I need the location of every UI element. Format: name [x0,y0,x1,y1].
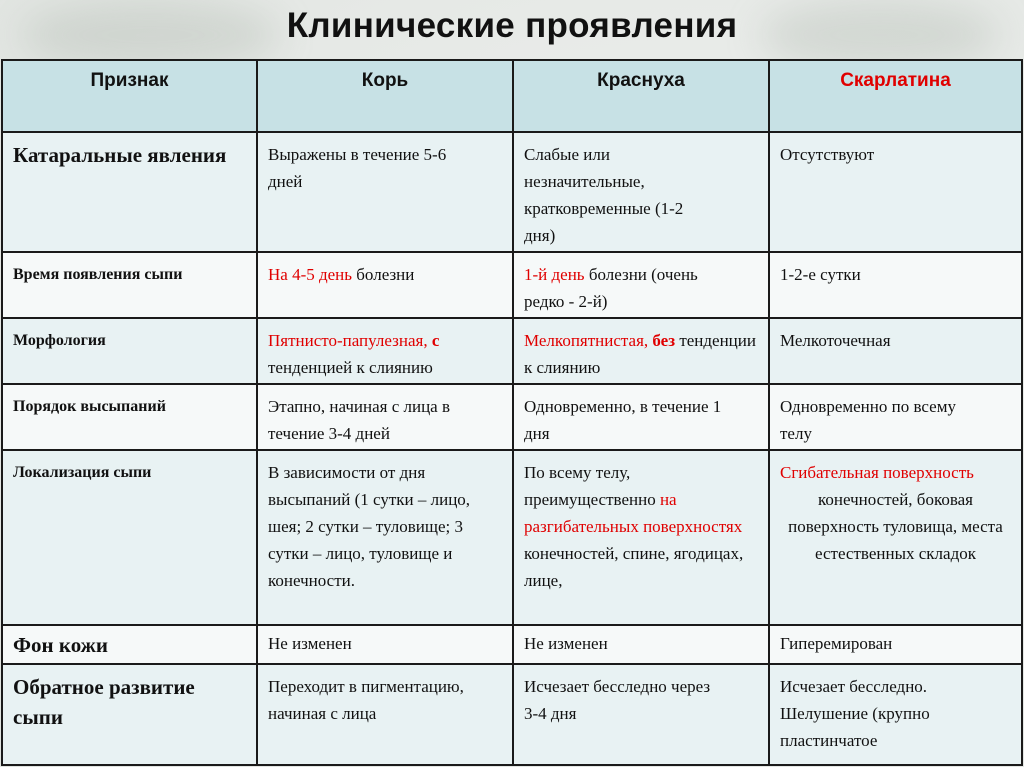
measles-cell: Не изменен [268,634,352,653]
measles-cell: В зависимости от дня высыпаний (1 сутки – лицо, шея; 2 сутки – туловище; 3 сутки – лицо, туловище и конечности. [268,463,471,590]
scarlet-cell [770,451,1021,569]
scarlet-cell: Исчезает бесследно. Шелушение (крупно пластинчатое [780,677,930,750]
header-rubella: Краснуха [513,60,769,132]
table-row [2,450,1022,625]
header-measles: Корь [257,60,513,132]
highlight-bold-text: с [431,331,440,350]
highlight-text: Мелкопятнистая, [524,331,653,350]
scarlet-cell: Отсутствуют [780,145,875,164]
measles-cell: Этапно, начиная с лица в течение 3-4 дней [268,397,450,443]
rubella-cell [514,253,719,317]
highlight-bold-text: без [652,331,676,350]
table-row [2,318,1022,384]
cell-text: тенденции к слиянию [524,331,756,377]
scarlet-cell: Гиперемирован [780,634,893,653]
highlight-text: На 4-5 день [268,265,353,284]
measles-cell: Переходит в пигментацию, начиная с лица [268,677,464,723]
measles-cell [258,253,512,290]
cell-text: конечностей, спине, ягодицах, лице, [524,544,744,590]
rubella-cell: Слабые или незначительные, кратковременные (1-2 дня) [524,145,684,245]
row-label: Фон кожи [13,633,109,657]
row-label: Морфология [13,332,106,349]
row-label: Порядок высыпаний [13,398,166,415]
row-label: Обратное развитие сыпи [13,675,195,729]
rubella-cell: Не изменен [524,634,608,653]
cell-text: По всему телу, преимущественно [524,463,660,509]
row-label: Локализация сыпи [13,464,152,481]
cell-text: конечностей, боковая поверхность туловища, места естественных складок [788,490,1003,563]
highlight-text: на разгибательных поверхностях [524,490,743,536]
cell-text: болезни (очень редко - 2-й) [524,265,698,311]
table-row [2,625,1022,664]
measles-cell [258,319,513,383]
table-row [2,664,1022,765]
page-title: Клинические проявления [286,6,738,45]
table-row [2,384,1022,450]
cell-text: тенденцией к слиянию [268,358,433,377]
scarlet-cell: 1-2-е сутки [780,265,861,284]
rubella-cell [514,451,756,596]
comparison-table [1,59,1023,766]
highlight-text: Сгибательная поверхность [780,463,974,482]
table-row [2,252,1022,318]
rubella-cell: Одновременно, в течение 1 дня [524,397,722,443]
rubella-cell: Исчезает бесследно через 3-4 дня [524,677,711,723]
measles-cell: Выражены в течение 5-6 дней [268,145,447,191]
scarlet-cell: Мелкоточечная [780,331,891,350]
table-header-row [2,60,1022,132]
header-sign: Признак [2,60,257,132]
highlight-text: 1-й день [524,265,585,284]
header-scarlet-fever: Скарлатина [769,60,1022,132]
table-row [2,132,1022,252]
row-label: Катаральные явления [13,143,227,167]
scarlet-cell: Одновременно по всему телу [780,397,956,443]
cell-text: болезни [352,265,415,284]
row-label: Время появления сыпи [13,266,183,283]
highlight-text: Пятнисто-папулезная, [268,331,432,350]
rubella-cell [514,319,769,383]
